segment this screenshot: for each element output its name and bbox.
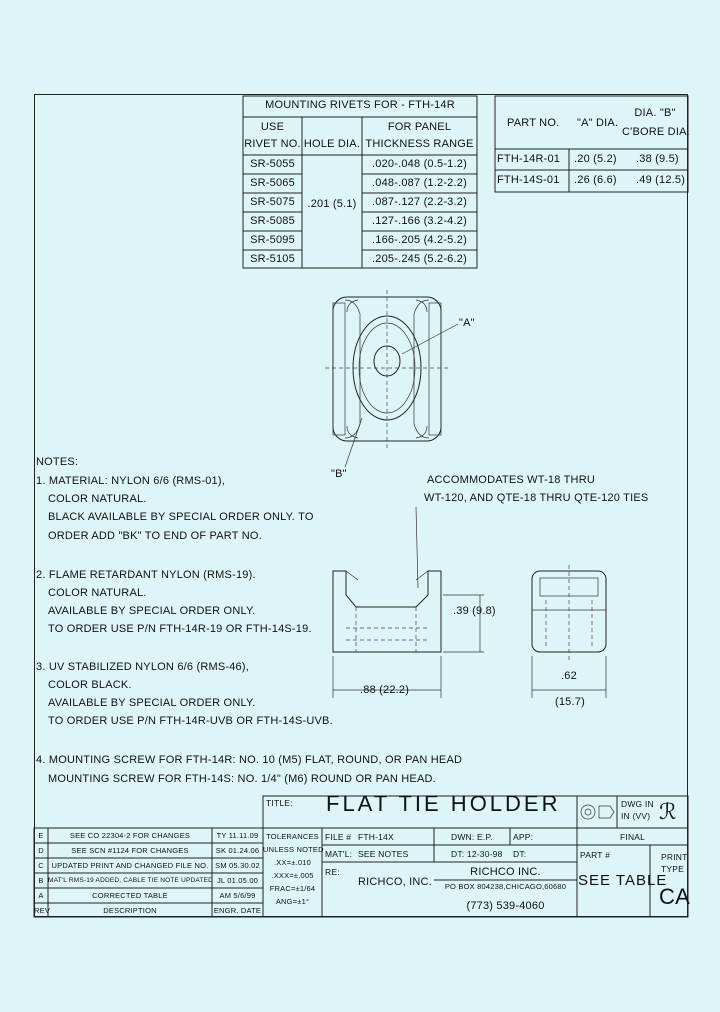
- rev-description: SEE CO 22304-2 FOR CHANGES: [69, 831, 191, 840]
- final-label: FINAL: [620, 832, 646, 842]
- dwg-in-1: DWG IN: [621, 799, 654, 809]
- file-label: FILE #: [325, 832, 352, 842]
- rev-description: CORRECTED TABLE: [92, 891, 168, 900]
- matl-label: MAT'L:: [325, 849, 353, 859]
- front-view: [333, 507, 484, 698]
- rev-description: MAT'L RMS-19 ADDED, CABLE TIE NOTE UPDATED: [48, 877, 214, 884]
- company-phone: (773) 539-4060: [466, 900, 545, 912]
- accommodates-line-1: ACCOMMODATES WT-18 THRU: [427, 474, 595, 486]
- rev-letter: A: [38, 891, 44, 900]
- dim-height: .39 (9.8): [453, 605, 496, 617]
- thickness-range: .166-.205 (4.2-5.2): [372, 234, 467, 246]
- re-label: RE:: [325, 867, 340, 877]
- title-label: TITLE:: [266, 798, 293, 808]
- a-dia: .20 (5.2): [574, 153, 617, 165]
- rivet-no: SR-5105: [250, 253, 295, 265]
- b-dia: .38 (9.5): [636, 153, 679, 165]
- tolerance-line: TOLERANCES: [266, 832, 319, 841]
- thickness-range: .020-.048 (0.5-1.2): [372, 158, 467, 170]
- part-label: PART #: [580, 850, 611, 860]
- dim-depth-1: .62: [561, 670, 577, 682]
- rev-header-description: DESCRIPTION: [103, 906, 157, 915]
- company-address: PO BOX 804238,CHICAGO,60680: [444, 882, 567, 891]
- rivet-no: SR-5055: [250, 158, 295, 170]
- tolerance-line: .XX=±.010: [274, 858, 311, 867]
- rivet-col-hole: HOLE DIA.: [303, 138, 361, 150]
- rev-engr-date: SK 01.24.06: [215, 846, 260, 855]
- accommodates-line-2: WT-120, AND QTE-18 THRU QTE-120 TIES: [424, 492, 649, 504]
- matl-value: SEE NOTES: [358, 849, 409, 859]
- tolerance-line: FRAC=±1/64: [269, 884, 316, 893]
- rev-letter: B: [38, 876, 44, 885]
- part-no: FTH-14S-01: [497, 174, 560, 186]
- rivet-table-title: MOUNTING RIVETS FOR - FTH-14R: [265, 99, 455, 111]
- tolerance-line: .XXX=±.005: [271, 871, 314, 880]
- drawn-by: DWN: E.P.: [451, 832, 493, 842]
- label-a: "A": [459, 317, 475, 329]
- tolerance-line: UNLESS NOTED: [263, 845, 324, 854]
- part-value: SEE TABLE: [578, 872, 668, 889]
- company-name: RICHCO INC.: [470, 866, 541, 878]
- rivet-col-use-1: USE: [260, 121, 285, 133]
- print-type-value: CA: [659, 884, 690, 909]
- date-1: DT: 12-30-98: [451, 849, 503, 859]
- revision-grid: [34, 828, 263, 917]
- rev-letter: E: [38, 831, 44, 840]
- dim-depth-2: (15.7): [555, 696, 585, 708]
- dwg-in-2: IN (VV): [621, 811, 651, 821]
- note-line: AVAILABLE BY SPECIAL ORDER ONLY.: [48, 605, 256, 617]
- part-col-part: PART NO.: [507, 117, 560, 129]
- drawing-title: FLAT TIE HOLDER: [326, 791, 561, 816]
- rev-engr-date: SM 05.30.02: [215, 861, 260, 870]
- approved-by: APP:: [513, 832, 534, 842]
- rivet-no: SR-5085: [250, 215, 295, 227]
- thickness-range: .205-.245 (5.2-6.2): [372, 253, 467, 265]
- notes-heading: NOTES:: [36, 456, 79, 468]
- note-line: 3. UV STABILIZED NYLON 6/6 (RMS-46),: [36, 661, 249, 673]
- rivet-col-panel-1: FOR PANEL: [387, 121, 452, 133]
- thickness-range: .127-.166 (3.2-4.2): [372, 215, 467, 227]
- note-line: BLACK AVAILABLE BY SPECIAL ORDER ONLY. TO: [48, 511, 314, 523]
- print-type-label-2: TYPE: [661, 864, 685, 874]
- note-line: ORDER ADD "BK" TO END OF PART NO.: [48, 530, 262, 542]
- dim-width: .88 (22.2): [360, 684, 410, 696]
- note-line: 1. MATERIAL: NYLON 6/6 (RMS-01),: [36, 475, 225, 487]
- rev-description: SEE SCN #1124 FOR CHANGES: [71, 846, 189, 855]
- note-line: COLOR NATURAL.: [48, 587, 147, 599]
- rivet-no: SR-5075: [250, 196, 295, 208]
- ul-logo-icon: ℛ: [659, 799, 677, 824]
- note-line: COLOR NATURAL.: [48, 493, 147, 505]
- part-col-a: "A" DIA.: [577, 117, 619, 129]
- rev-header-engr-date: ENGR. DATE: [213, 906, 262, 915]
- date-2: DT:: [513, 849, 527, 859]
- rev-engr-date: AM 5/6/99: [219, 891, 256, 900]
- rev-letter: D: [38, 846, 44, 855]
- part-col-b-2: C'BORE DIA.: [622, 126, 690, 138]
- note-line: TO ORDER USE P/N FTH-14R-19 OR FTH-14S-19.: [48, 623, 312, 635]
- label-b: "B": [331, 468, 347, 480]
- note-line: AVAILABLE BY SPECIAL ORDER ONLY.: [48, 697, 256, 709]
- note-line: 2. FLAME RETARDANT NYLON (RMS-19).: [36, 569, 256, 581]
- rivet-no: SR-5065: [250, 177, 295, 189]
- a-dia: .26 (6.6): [574, 174, 617, 186]
- note-line: TO ORDER USE P/N FTH-14R-UVB OR FTH-14S-UVB.: [48, 715, 333, 727]
- file-value: FTH-14X: [358, 832, 394, 842]
- rivet-col-use-2: RIVET NO.: [244, 138, 301, 150]
- print-type-label-1: PRINT: [661, 852, 688, 862]
- note-line: COLOR BLACK.: [48, 679, 132, 691]
- rev-description: UPDATED PRINT AND CHANGED FILE NO.: [51, 861, 209, 870]
- rev-letter: C: [38, 861, 44, 870]
- rivet-no: SR-5095: [250, 234, 295, 246]
- note-line: 4. MOUNTING SCREW FOR FTH-14R: NO. 10 (M5) FLAT, ROUND, OR PAN HEAD: [36, 754, 463, 766]
- thickness-range: .048-.087 (1.2-2.2): [372, 177, 467, 189]
- rev-header-rev: REV: [34, 906, 51, 915]
- tolerance-line: ANG=±1°: [275, 897, 310, 906]
- rev-engr-date: TY 11.11.09: [216, 831, 259, 840]
- rivet-col-panel-2: THICKNESS RANGE: [365, 138, 474, 150]
- rev-engr-date: JL 01.05.00: [216, 876, 259, 885]
- re-value: RICHCO, INC.: [358, 876, 432, 888]
- b-dia: .49 (12.5): [636, 174, 686, 186]
- top-view: [325, 290, 458, 467]
- part-no: FTH-14R-01: [497, 153, 561, 165]
- thickness-range: .087-.127 (2.2-3.2): [372, 196, 467, 208]
- part-col-b-1: DIA. "B": [634, 107, 676, 119]
- rivet-hole-value: .201 (5.1): [307, 198, 357, 210]
- note-line: MOUNTING SCREW FOR FTH-14S: NO. 1/4" (M6) ROUND OR PAN HEAD.: [48, 773, 436, 785]
